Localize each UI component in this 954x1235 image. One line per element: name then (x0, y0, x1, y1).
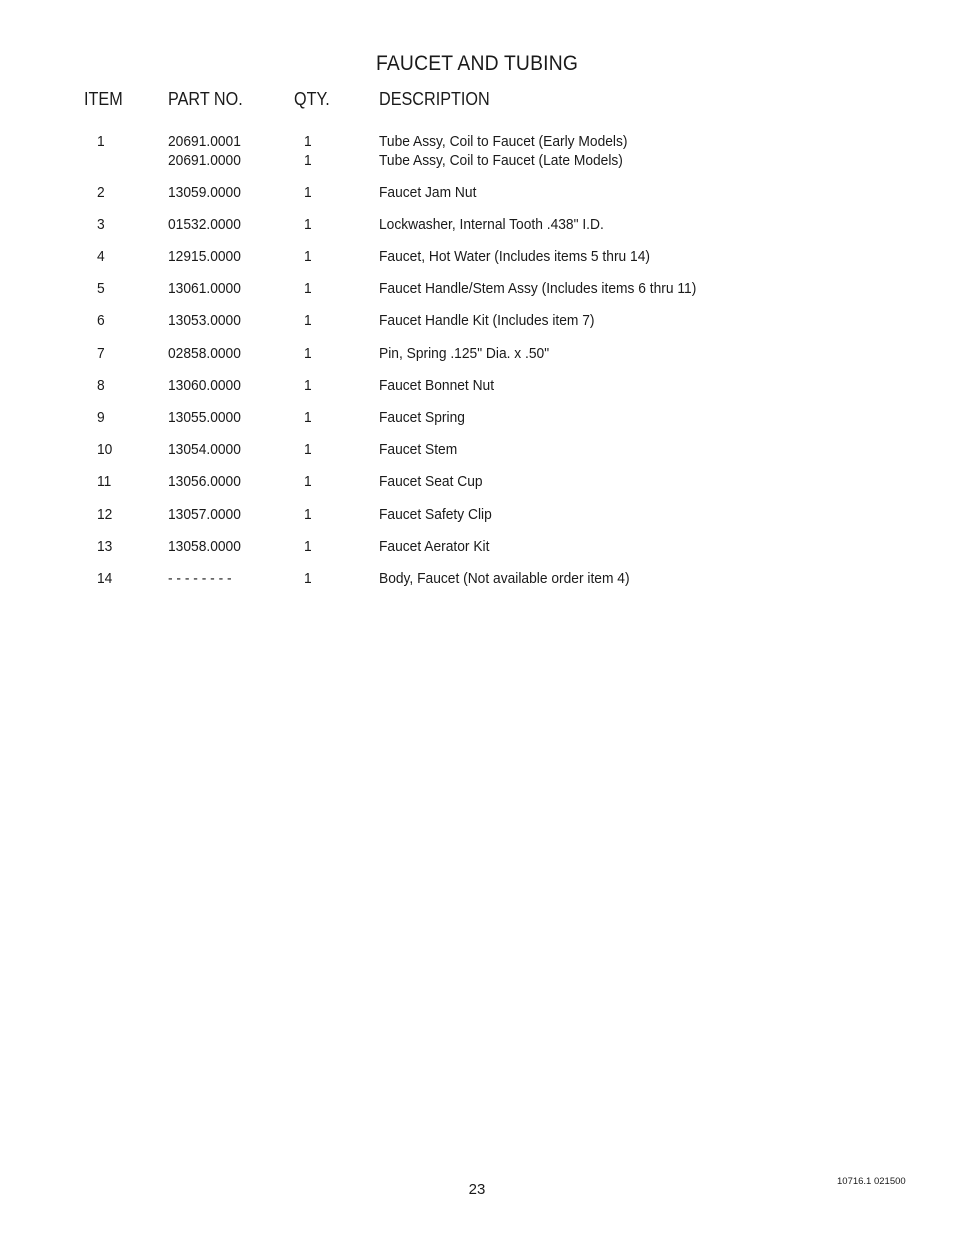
page-number: 23 (468, 1181, 486, 1198)
part-number: 13054.0000 (168, 441, 241, 458)
description: Faucet Aerator Kit (379, 538, 490, 555)
part-number: 13053.0000 (168, 312, 241, 329)
header-item: ITEM (84, 89, 123, 109)
part-number: 20691.0001 (168, 133, 241, 150)
header-quantity: QTY. (294, 89, 330, 109)
quantity-cell (304, 247, 312, 266)
part-number: 13061.0000 (168, 280, 241, 297)
part-number-cell (168, 215, 241, 234)
quantity: 1 (304, 377, 312, 394)
item-number: 6 (97, 312, 105, 329)
description: Faucet Jam Nut (379, 184, 477, 201)
description-cell (379, 344, 549, 363)
quantity: 1 (304, 506, 312, 523)
description: Tube Assy, Coil to Faucet (Early Models) (379, 133, 628, 150)
item-number: 5 (97, 280, 105, 297)
part-number: 13056.0000 (168, 473, 241, 490)
header-part-number: PART NO. (168, 89, 243, 109)
description: Lockwasher, Internal Tooth .438" I.D. (379, 216, 604, 233)
description: Faucet Handle Kit (Includes item 7) (379, 312, 595, 329)
part-number: 20691.0000 (168, 152, 241, 169)
part-number: 13055.0000 (168, 409, 241, 426)
part-number: 13057.0000 (168, 506, 241, 523)
part-number-cell (168, 344, 241, 363)
description: Tube Assy, Coil to Faucet (Late Models) (379, 152, 623, 169)
quantity-cell (304, 376, 312, 395)
item-number: 8 (97, 377, 105, 394)
quantity: 1 (304, 152, 312, 169)
item-number: 13 (97, 538, 113, 555)
description: Faucet Bonnet Nut (379, 377, 495, 394)
description-cell (379, 215, 604, 234)
description-cell (379, 132, 628, 170)
part-number-cell (168, 569, 232, 588)
quantity-cell (304, 215, 312, 234)
part-number-cell (168, 472, 241, 491)
description: Faucet Seat Cup (379, 473, 483, 490)
quantity-cell (304, 279, 312, 298)
part-number-cell (168, 537, 241, 556)
header-description: DESCRIPTION (379, 89, 490, 109)
item-number: 9 (97, 409, 105, 426)
item-number: 2 (97, 184, 105, 201)
description-cell (379, 311, 595, 330)
quantity-cell (304, 311, 312, 330)
part-number-cell (168, 132, 241, 170)
quantity: 1 (304, 538, 312, 555)
description: Faucet Spring (379, 409, 465, 426)
quantity: 1 (304, 473, 312, 490)
part-number: 13058.0000 (168, 538, 241, 555)
description-cell (379, 408, 465, 427)
quantity-cell (304, 408, 312, 427)
part-number-cell (168, 440, 241, 459)
quantity: 1 (304, 345, 312, 362)
part-number-cell (168, 247, 241, 266)
description: Faucet Safety Clip (379, 506, 492, 523)
item-number: 14 (97, 570, 113, 587)
description-cell (379, 279, 696, 298)
description: Faucet Stem (379, 441, 458, 458)
document-code: 10716.1 021500 (837, 1176, 906, 1187)
part-number: 13059.0000 (168, 184, 241, 201)
item-number: 12 (97, 506, 113, 523)
description-cell (379, 376, 494, 395)
quantity-cell (304, 440, 312, 459)
quantity: 1 (304, 280, 312, 297)
part-number-cell (168, 408, 241, 427)
item-number: 11 (97, 473, 112, 490)
quantity: 1 (304, 216, 312, 233)
part-number-cell (168, 183, 241, 202)
quantity: 1 (304, 441, 312, 458)
quantity: 1 (304, 248, 312, 265)
part-number: - - - - - - - - (168, 570, 232, 587)
quantity: 1 (304, 133, 312, 150)
description-cell (379, 183, 476, 202)
quantity-cell (304, 505, 312, 524)
part-number: 12915.0000 (168, 248, 241, 265)
description: Pin, Spring .125" Dia. x .50" (379, 345, 550, 362)
quantity-cell (304, 569, 312, 588)
part-number-cell (168, 505, 241, 524)
quantity-cell (304, 183, 312, 202)
quantity-cell (304, 132, 312, 170)
item-number: 4 (97, 248, 105, 265)
description-cell (379, 569, 630, 588)
quantity-cell (304, 472, 312, 491)
description: Faucet Handle/Stem Assy (Includes items 6 thru 11) (379, 280, 697, 297)
description-cell (379, 537, 489, 556)
description: Faucet, Hot Water (Includes items 5 thru 14) (379, 248, 650, 265)
part-number: 13060.0000 (168, 377, 241, 394)
part-number: 01532.0000 (168, 216, 241, 233)
quantity: 1 (304, 570, 312, 587)
description-cell (379, 505, 492, 524)
item-number: 1 (97, 133, 105, 150)
description: Body, Faucet (Not available order item 4) (379, 570, 630, 587)
item-number: 10 (97, 441, 113, 458)
quantity: 1 (304, 184, 312, 201)
description-cell (379, 440, 457, 459)
quantity-cell (304, 537, 312, 556)
item-number: 3 (97, 216, 105, 233)
item-number: 7 (97, 345, 105, 362)
part-number-cell (168, 279, 241, 298)
page-title: FAUCET AND TUBING (375, 52, 579, 75)
quantity: 1 (304, 312, 312, 329)
quantity-cell (304, 344, 312, 363)
description-cell (379, 247, 650, 266)
part-number-cell (168, 376, 241, 395)
part-number-cell (168, 311, 241, 330)
description-cell (379, 472, 483, 491)
quantity: 1 (304, 409, 312, 426)
part-number: 02858.0000 (168, 345, 241, 362)
